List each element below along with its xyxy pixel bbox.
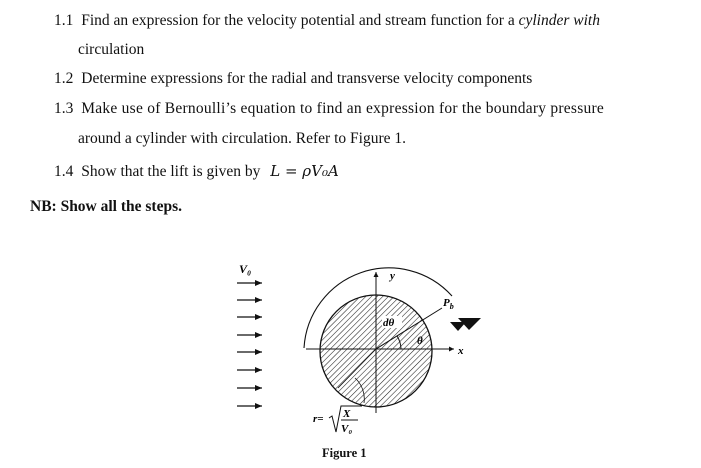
nb-note: NB: Show all the steps. bbox=[30, 198, 183, 215]
question-text: Show that the lift is given by bbox=[81, 163, 261, 180]
x-axis-label: x bbox=[458, 345, 464, 357]
question-number: 1.3 bbox=[54, 100, 74, 117]
pb-subscript: b bbox=[449, 302, 454, 311]
freestream-arrows bbox=[237, 283, 262, 406]
lift-formula: L = ρV₀A bbox=[270, 162, 339, 180]
pb-label: $P_b$ bbox=[443, 297, 454, 311]
question-number: 1.1 bbox=[54, 12, 74, 29]
dtheta-label: dθ bbox=[383, 317, 395, 329]
y-axis-label: y bbox=[390, 270, 395, 282]
radius-denominator: V₀ bbox=[341, 423, 353, 435]
theta-label: θ bbox=[417, 335, 423, 347]
question-text: Make use of Bernoulli’s equation to find an expression for the boundary pressure bbox=[81, 100, 605, 117]
question-text: Find an expression for the velocity potential and stream function for a bbox=[81, 12, 519, 29]
figure-caption: Figure 1 bbox=[322, 446, 367, 460]
question-text-italic: circulation bbox=[78, 41, 145, 58]
question-number: 1.4 bbox=[54, 163, 74, 180]
question-text-italic: cylinder with bbox=[518, 12, 600, 29]
question-text: around a cylinder with circulation. Refer to Figure 1. bbox=[78, 130, 406, 147]
question-number: 1.2 bbox=[54, 70, 74, 87]
question-text: Determine expressions for the radial and transverse velocity components bbox=[81, 70, 533, 87]
radius-numerator: X bbox=[343, 408, 351, 420]
v0-label: V₀ bbox=[239, 262, 252, 276]
radius-prefix: r= bbox=[313, 413, 324, 425]
